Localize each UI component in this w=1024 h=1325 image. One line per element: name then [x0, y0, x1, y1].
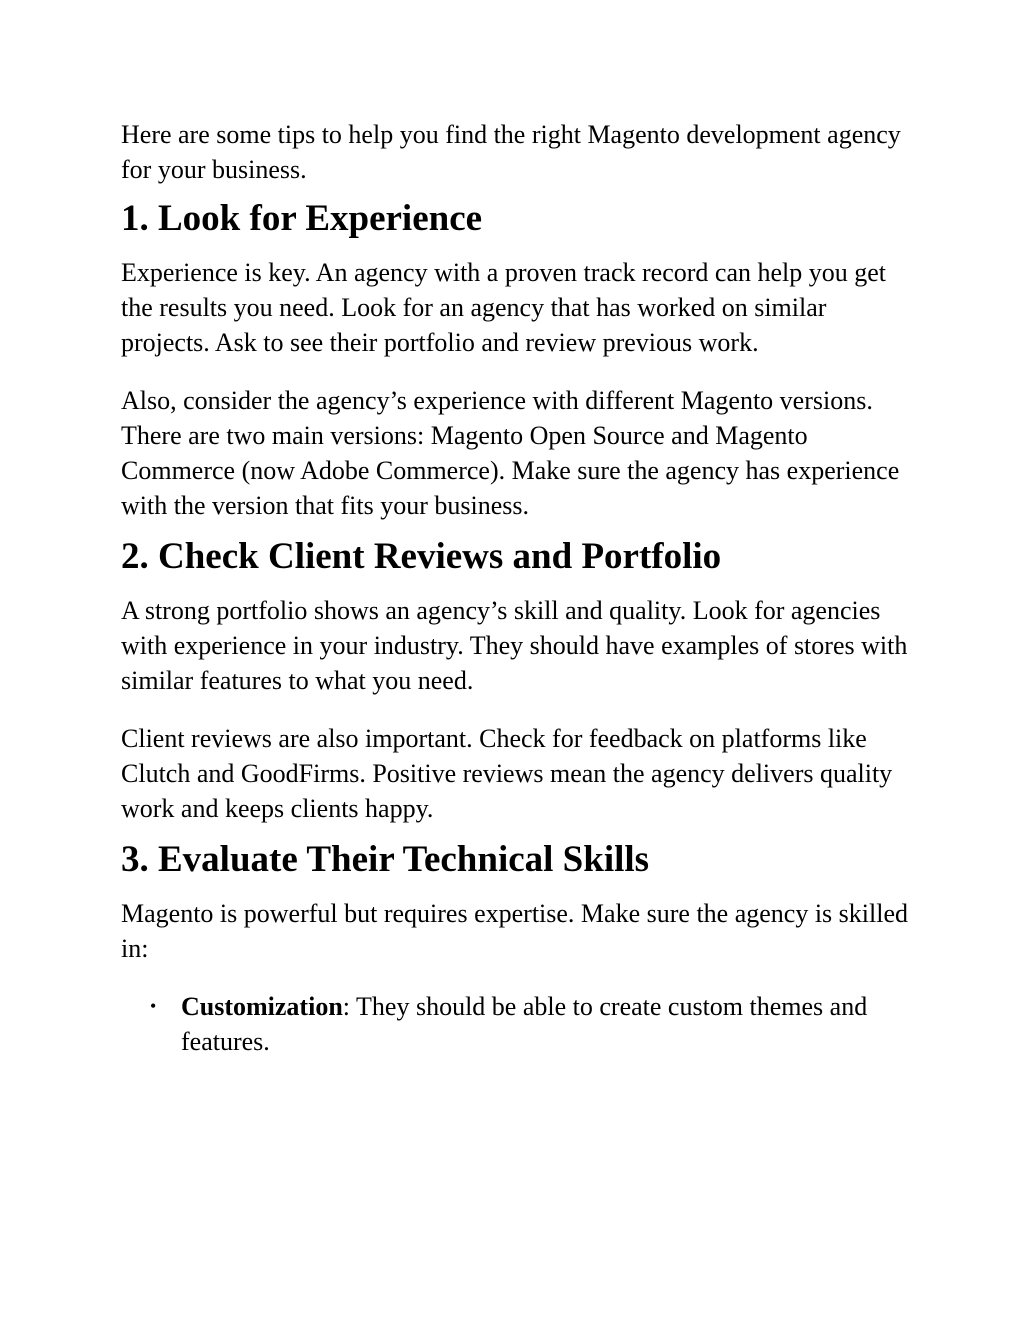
list-item-separator: :	[342, 992, 351, 1021]
list-item-text: They should be able to create custom themes and features.	[181, 992, 868, 1056]
list-item	[121, 989, 911, 1059]
experience-paragraph-2: Also, consider the agency’s experience with different Magento versions. There are two main versions: Magento Open Source and Magento Commerce (now Adobe Commerce). Make sure the agency has experience with the version that fits your business.	[121, 386, 900, 520]
heading-client-reviews: 2. Check Client Reviews and Portfolio	[121, 536, 722, 577]
document-page	[121, 117, 911, 1059]
bullet-icon: •	[150, 996, 157, 1016]
intro-paragraph: Here are some tips to help you find the right Magento development agency for your business.	[121, 120, 901, 184]
experience-paragraph-1: Experience is key. An agency with a proven track record can help you get the results you need. Look for an agency that has worked on similar projects. Ask to see their portfolio and review previous work.	[121, 258, 887, 357]
reviews-paragraph-1: A strong portfolio shows an agency’s skill and quality. Look for agencies with experience in your industry. They should have examples of stores with similar features to what you need.	[121, 596, 908, 695]
heading-technical-skills: 3. Evaluate Their Technical Skills	[121, 839, 650, 880]
heading-look-for-experience: 1. Look for Experience	[121, 198, 483, 239]
reviews-paragraph-2: Client reviews are also important. Check for feedback on platforms like Clutch and GoodFirms. Positive reviews mean the agency delivers quality work and keeps clients happy.	[121, 724, 893, 823]
technical-skills-list	[121, 989, 911, 1059]
list-item-term: Customization	[181, 992, 343, 1021]
technical-skills-paragraph: Magento is powerful but requires expertise. Make sure the agency is skilled in:	[121, 899, 908, 963]
